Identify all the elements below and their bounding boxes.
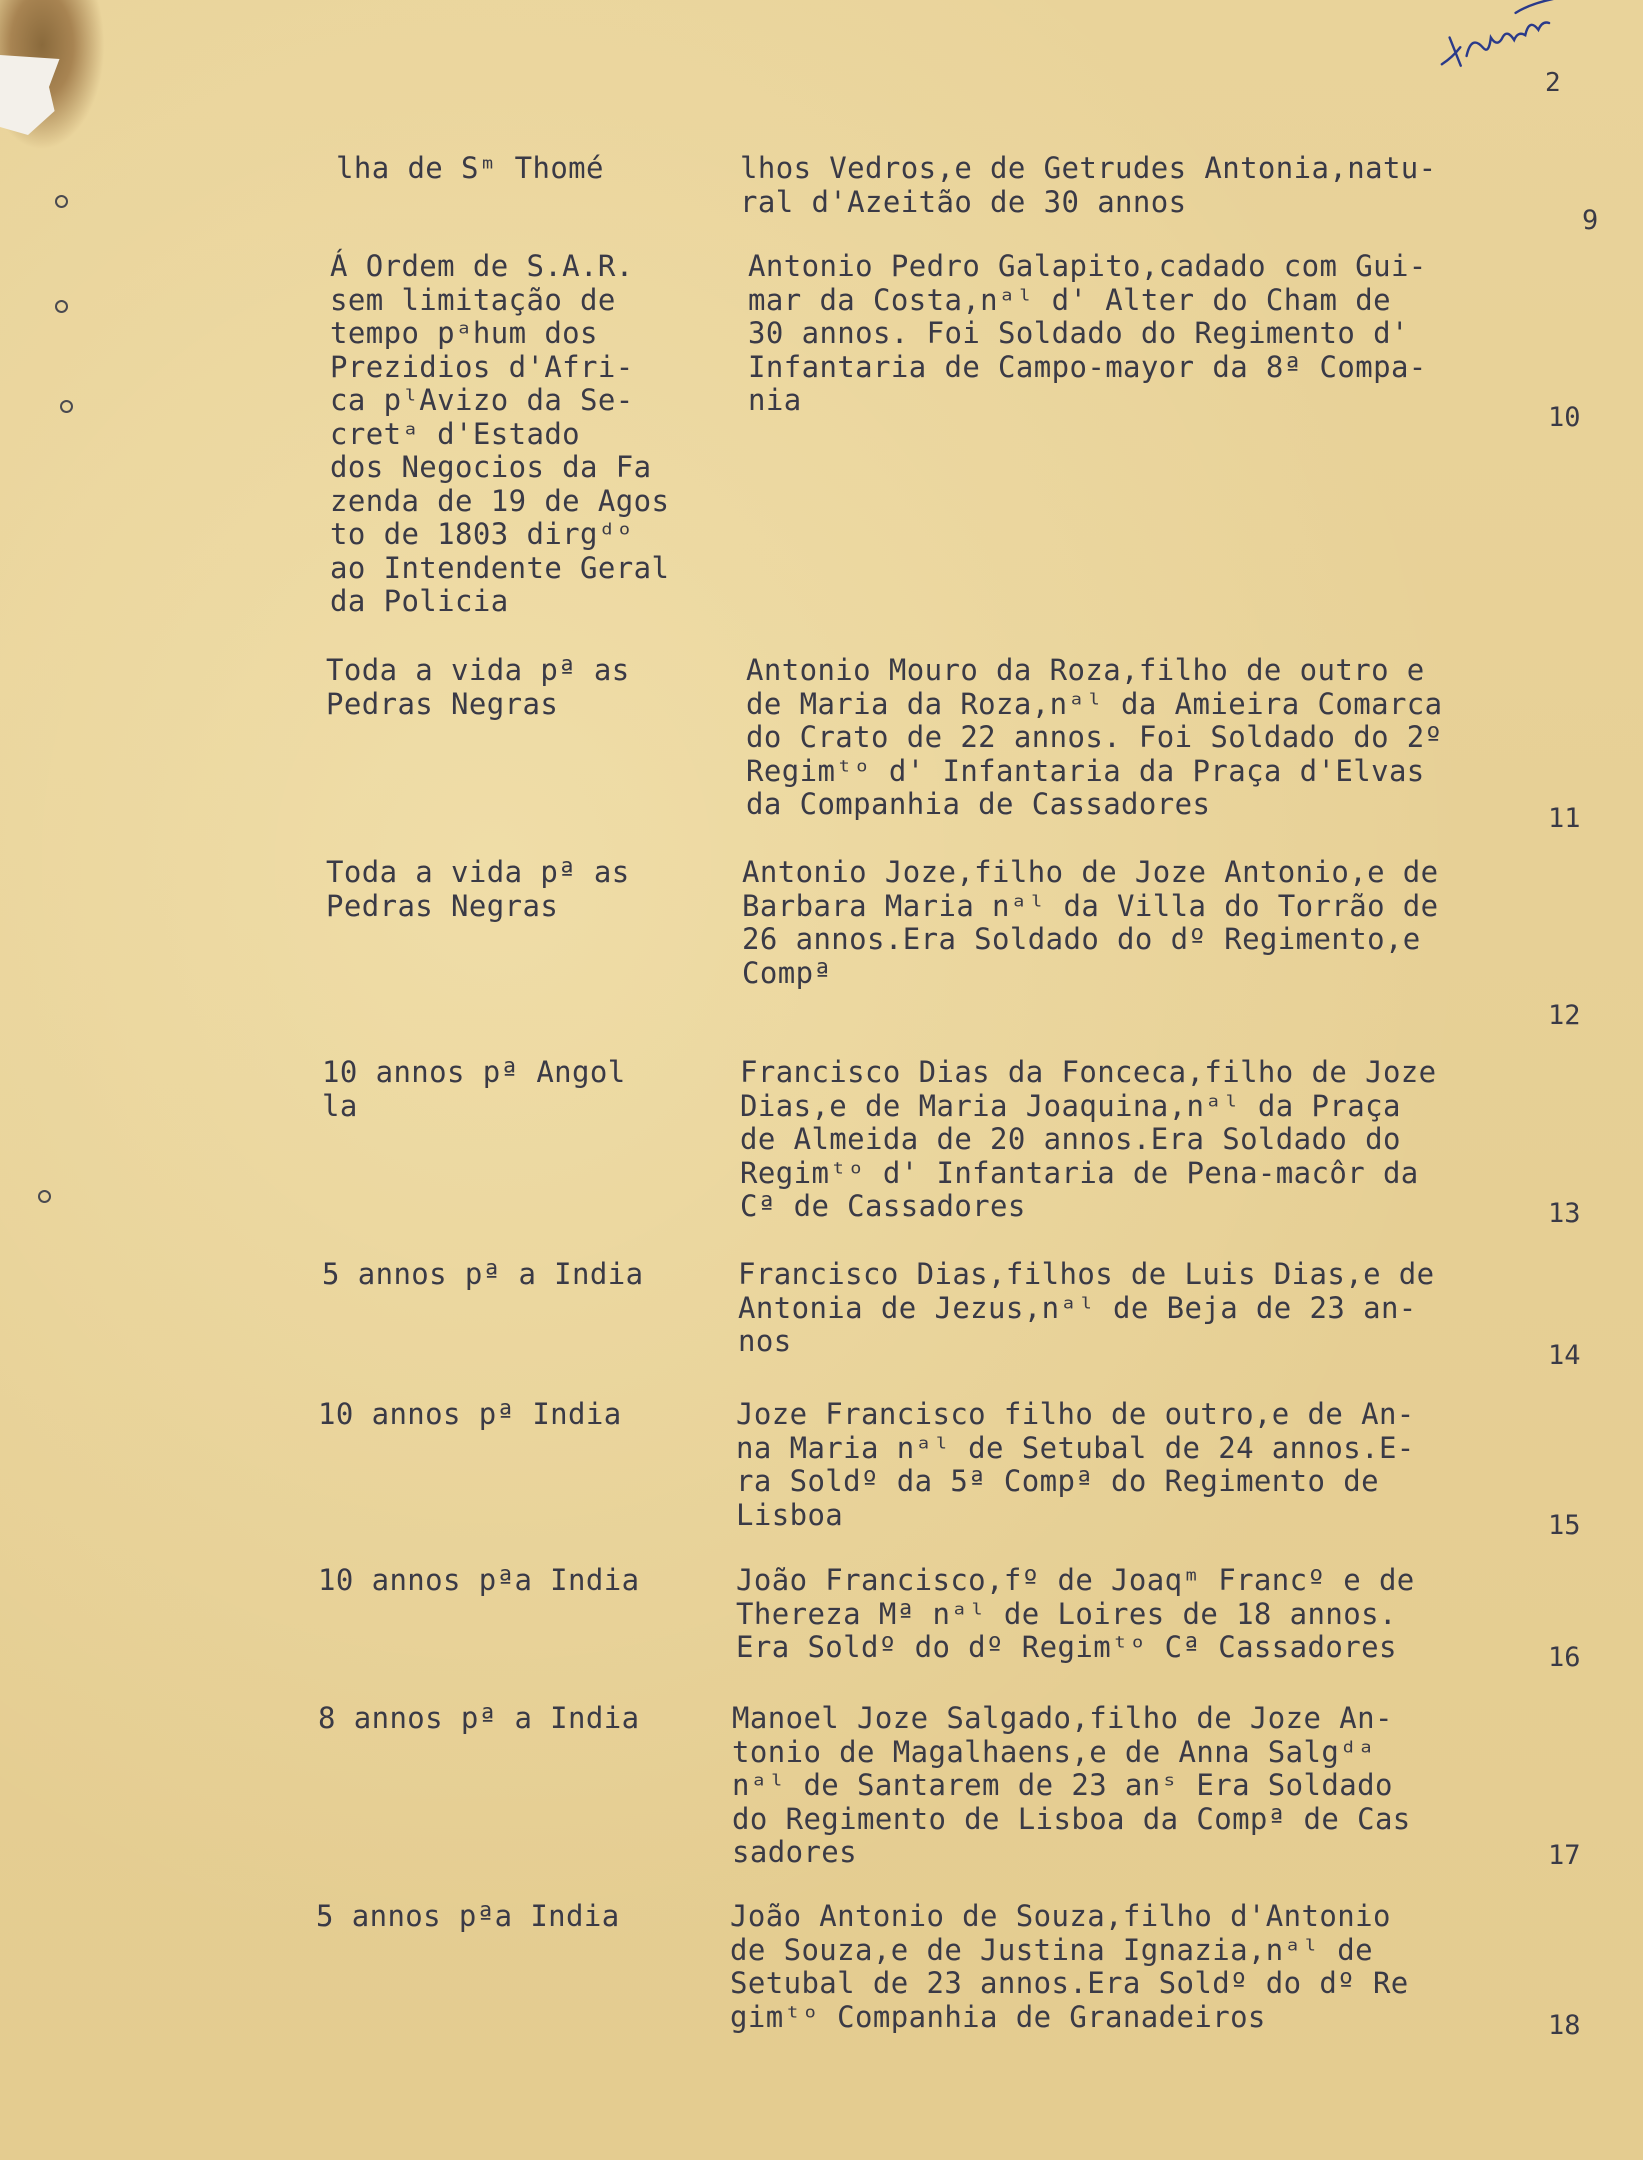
person-description: Antonio Joze,filho de Joze Antonio,e de Barbara Maria nᵃˡ da Villa do Torrão de 26 annos.Era Soldado do dº Regimento,e Compª — [742, 855, 1439, 990]
person-description: Francisco Dias da Fonceca,filho de Joze Dias,e de Maria Joaquina,nᵃˡ da Praça de Almeida de 20 annos.Era Soldado do Regimᵗᵒ d' Infantaria de Pena-macôr da Cª de Cassadores — [740, 1055, 1437, 1223]
entry-number: 18 — [1548, 2010, 1581, 2041]
entry-number: 11 — [1548, 803, 1581, 834]
handwritten-signature — [1424, 0, 1596, 93]
person-description: Antonio Mouro da Roza,filho de outro e de Maria da Roza,nᵃˡ da Amieira Comarca do Crato de 22 annos. Foi Soldado do 2º Regimᵗᵒ d' Infantaria da Praça d'Elvas da Companhia de Cassadores — [746, 653, 1443, 821]
sentence-text: 10 annos pª Angol la — [322, 1055, 626, 1123]
person-description: lhos Vedros,e de Getrudes Antonia,natu- ral d'Azeitão de 30 annos — [740, 151, 1437, 219]
entry-number: 9 — [1582, 205, 1599, 236]
page-number: 2 — [1545, 68, 1561, 98]
punch-hole-mark — [55, 300, 68, 313]
person-description: Francisco Dias,filhos de Luis Dias,e de Antonia de Jezus,nᵃˡ de Beja de 23 an- nos — [738, 1257, 1435, 1358]
entry-number: 16 — [1548, 1642, 1581, 1673]
entry-number: 10 — [1548, 402, 1581, 433]
sentence-text: 10 annos pªa India — [318, 1563, 640, 1597]
person-description: João Antonio de Souza,filho d'Antonio de Souza,e de Justina Ignazia,nᵃˡ de Setubal de 23 annos.Era Soldº do dº Re gimᵗᵒ Companhia de Granadeiros — [730, 1899, 1409, 2034]
sentence-text: Toda a vida pª as Pedras Negras — [326, 653, 630, 721]
entry-number: 13 — [1548, 1198, 1581, 1229]
person-description: Manoel Joze Salgado,filho de Joze An- tonio de Magalhaens,e de Anna Salgᵈᵃ nᵃˡ de Santarem de 23 anˢ Era Soldado do Regimento de Lisboa da Compª de Cas sadores — [732, 1701, 1411, 1869]
person-description: João Francisco,fº de Joaqᵐ Francº e de Thereza Mª nᵃˡ de Loires de 18 annos. Era Soldº do dº Regimᵗᵒ Cª Cassadores — [736, 1563, 1415, 1664]
entry-number: 14 — [1548, 1340, 1581, 1371]
sentence-text: 5 annos pªa India — [316, 1899, 620, 1933]
sentence-text: lha de Sᵐ Thomé — [336, 151, 604, 185]
punch-hole-mark — [60, 400, 73, 413]
entry-number: 12 — [1548, 1000, 1581, 1031]
entry-number: 17 — [1548, 1840, 1581, 1871]
sentence-text: 8 annos pª a India — [318, 1701, 640, 1735]
sentence-text: 5 annos pª a India — [322, 1257, 644, 1291]
person-description: Joze Francisco filho de outro,e de An- na Maria nᵃˡ de Setubal de 24 annos.E- ra Soldº da 5ª Compª do Regimento de Lisboa — [736, 1397, 1415, 1532]
sentence-text: Á Ordem de S.A.R. sem limitação de tempo pᵃhum dos Prezidios d'Afri- ca pˡAvizo da Se- cretᵃ d'Estado dos Negocios da Fa zenda de 19 de Agos to de 1803 dirgᵈᵒ ao Intendente Geral da Policia — [330, 249, 670, 618]
sentence-text: 10 annos pª India — [318, 1397, 622, 1431]
punch-hole-mark — [55, 195, 68, 208]
entry-number: 15 — [1548, 1510, 1581, 1541]
sentence-text: Toda a vida pª as Pedras Negras — [326, 855, 630, 923]
person-description: Antonio Pedro Galapito,cadado com Gui- mar da Costa,nᵃˡ d' Alter do Cham de 30 annos. Foi Soldado do Regimento d' Infantaria de Campo-mayor da 8ª Compa- nia — [748, 249, 1427, 417]
punch-hole-mark — [38, 1190, 51, 1203]
